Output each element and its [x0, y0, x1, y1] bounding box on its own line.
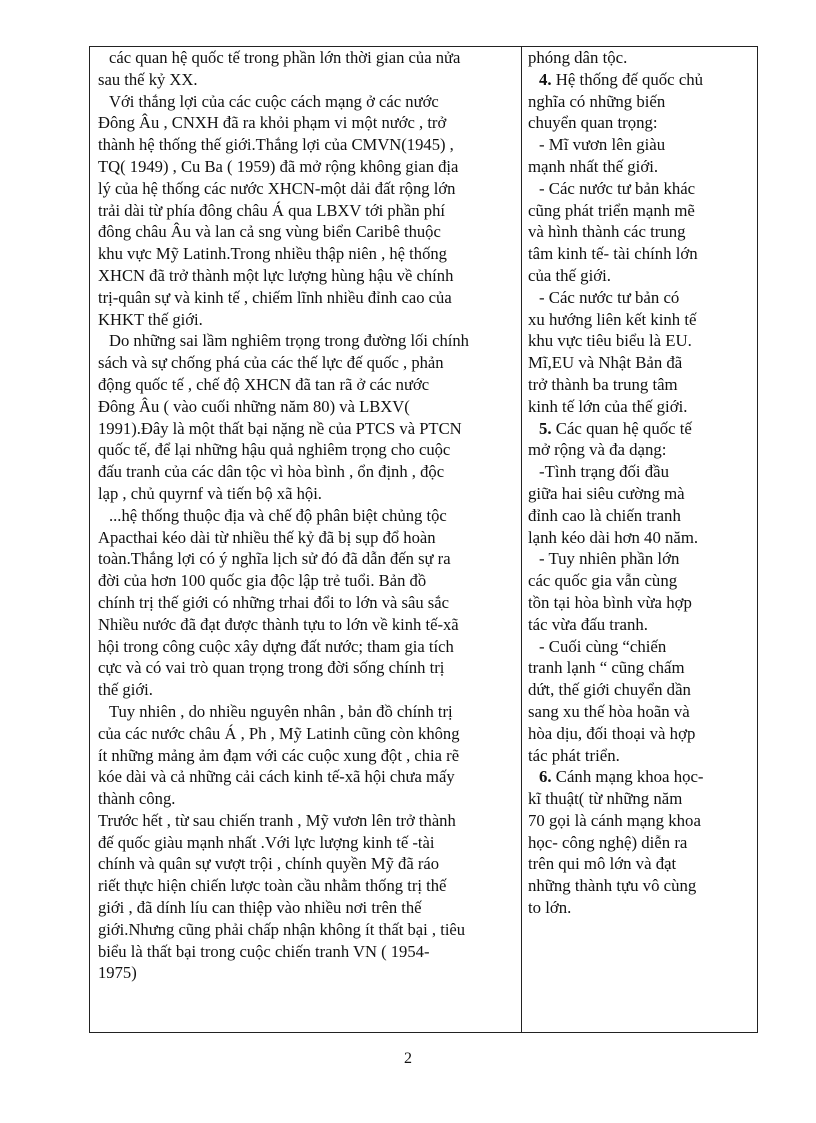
text-line: tâm kinh tế- tài chính lớn	[528, 244, 698, 264]
text-line: -Tình trạng đối đầu	[539, 462, 670, 482]
text-line: Apacthai kéo dài từ nhiều thế kỷ đã bị sụp đổ hoàn	[98, 527, 436, 547]
text-line: tác phát triển.	[528, 745, 620, 765]
section-heading	[528, 418, 751, 462]
text-line: cực và có vai trò quan trọng trong đời sống chính trị	[98, 658, 445, 678]
text-line: và hình thành các trung	[528, 222, 686, 242]
text-line: giới , đã dính líu can thiệp vào nhiều nơi trên thế	[98, 898, 422, 918]
text-line: 5. Các quan hệ quốc tế	[539, 418, 692, 438]
text-line: của thế giới.	[528, 265, 611, 285]
text-line: ...hệ thống thuộc địa và chế độ phân biệt chủng tộc	[109, 505, 447, 525]
text-line: riết thực hiện chiến lược toàn cầu nhằm thống trị thế	[98, 876, 447, 896]
text-line: cũng phát triển mạnh mẽ	[528, 200, 695, 220]
text-line: trải dài từ phía đông châu Á qua LBXV tới phần phí	[98, 200, 445, 220]
paragraph	[528, 287, 751, 418]
text-line: trị-quân sự và kinh tế , chiếm lĩnh nhiều đỉnh cao của	[98, 287, 452, 307]
text-line: thành hệ thống thế giới.Thắng lợi của CMVN(1945) ,	[98, 135, 454, 155]
paragraph	[98, 330, 514, 504]
text-line: - Các nước tư bản có	[539, 287, 680, 307]
section-heading	[528, 766, 751, 919]
text-line: KHKT thế giới.	[98, 309, 203, 329]
text-line: quốc tế, để lại những hậu quả nghiêm trọng cho cuộc	[98, 440, 451, 460]
paragraph	[528, 47, 751, 69]
text-line: biểu là thất bại trong cuộc chiến tranh VN ( 1954-	[98, 941, 430, 961]
text-line: sau thế kỷ XX.	[98, 69, 198, 89]
text-line: đời của hơn 100 quốc gia độc lập trẻ tuổi. Bản đồ	[98, 571, 427, 591]
text-line: chuyển quan trọng:	[528, 113, 658, 133]
paragraph	[98, 505, 514, 701]
text-line: 70 gọi là cánh mạng khoa	[528, 810, 701, 830]
heading-number: 5.	[539, 418, 552, 438]
paragraph	[98, 91, 514, 331]
heading-number: 4.	[539, 69, 552, 89]
text-line: to lớn.	[528, 898, 572, 918]
text-line: lạnh kéo dài hơn 40 năm.	[528, 527, 699, 547]
paragraph	[528, 636, 751, 767]
text-line: lý của hệ thống các nước XHCN-một dải đất rộng lớn	[98, 178, 456, 198]
text-line: thành công.	[98, 789, 176, 809]
left-column	[90, 47, 522, 1032]
text-line: XHCN đã trở thành một lực lượng hùng hậu về chính	[98, 265, 454, 285]
content-table	[89, 46, 758, 1033]
text-line: toàn.Thắng lợi có ý nghĩa lịch sử đó đã dẫn đến sự ra	[98, 549, 451, 569]
text-line: dứt, thế giới chuyển dần	[528, 680, 691, 700]
text-line: kóe dài và cả những cải cách kinh tế-xã hội chưa mấy	[98, 767, 455, 787]
text-line: mạnh nhất thế giới.	[528, 156, 659, 176]
text-line: lạp , chủ quyrnf và tiến bộ xã hội.	[98, 483, 322, 503]
text-line: - Mĩ vươn lên giàu	[539, 135, 666, 155]
text-line: - Các nước tư bản khác	[539, 178, 696, 198]
text-line: chính trị thế giới có những trhai đổi to lớn và sâu sắc	[98, 592, 449, 612]
text-line: giữa hai siêu cường mà	[528, 483, 685, 503]
text-line: đấu tranh của các dân tộc vì hòa bình , ổn định , độc	[98, 462, 445, 482]
text-line: Nhiều nước đã đạt được thành tựu to lớn về kinh tế-xã	[98, 614, 459, 634]
text-line: động quốc tế , chế độ XHCN đã tan rã ở các nước	[98, 374, 430, 394]
text-line: hòa dịu, đối thoại và hợp	[528, 723, 696, 743]
text-line: giới.Nhưng cũng phải chấp nhận không ít thất bại , tiêu	[98, 919, 466, 939]
text-line: của các nước châu Á , Ph , Mỹ Latinh cũng còn không	[98, 723, 460, 743]
text-line: chính và quân sự vượt trội , chính quyền Mỹ đã ráo	[98, 854, 440, 874]
text-line: Trước hết , từ sau chiến tranh , Mỹ vươn lên trở thành	[98, 810, 456, 830]
text-line: 6. Cánh mạng khoa học-	[539, 767, 704, 787]
section-heading	[528, 69, 751, 134]
text-line: trên qui mô lớn và đạt	[528, 854, 677, 874]
text-line: Tuy nhiên , do nhiều nguyên nhân , bản đồ chính trị	[109, 701, 453, 721]
text-line: Đông Âu , CNXH đã ra khỏi phạm vi một nước , trở	[98, 113, 447, 133]
text-line: những thành tựu vô cùng	[528, 876, 697, 896]
text-line: nghĩa có những biến	[528, 91, 666, 111]
text-line: tranh lạnh “ cũng chấm	[528, 658, 685, 678]
paragraph	[528, 548, 751, 635]
text-line: các quốc gia vẫn cùng	[528, 571, 678, 591]
paragraph	[528, 461, 751, 548]
text-line: đế quốc giàu mạnh nhất .Với lực lượng kinh tế -tài	[98, 832, 435, 852]
text-line: trở thành ba trung tâm	[528, 374, 678, 394]
text-line: kĩ thuật( từ những năm	[528, 789, 683, 809]
text-line: sách và sự chống phá của các thế lực đế quốc , phản	[98, 353, 444, 373]
text-line: ít những mảng ảm đạm với các cuộc xung đột , chia rẽ	[98, 745, 460, 765]
text-line: hội trong công cuộc xây dựng đất nước; tham gia tích	[98, 636, 454, 656]
text-line: khu vực tiêu biểu là EU.	[528, 331, 692, 351]
text-line: 4. Hệ thống đế quốc chủ	[539, 69, 704, 89]
right-column	[522, 47, 757, 1032]
paragraph	[528, 178, 751, 287]
text-line: kinh tế lớn của thế giới.	[528, 396, 688, 416]
text-line: - Cuối cùng “chiến	[539, 636, 667, 656]
text-line: 1991).Đây là một thất bại nặng nề của PTCS và PTCN	[98, 418, 462, 438]
text-line: tồn tại hòa bình vừa hợp	[528, 592, 692, 612]
heading-number: 6.	[539, 767, 552, 787]
text-line: đỉnh cao là chiến tranh	[528, 505, 681, 525]
text-line: - Tuy nhiên phần lớn	[539, 549, 680, 569]
text-line: đông châu Âu và lan cả sng vùng biển Caribê thuộc	[98, 222, 441, 242]
text-line: thế giới.	[98, 680, 153, 700]
paragraph	[98, 47, 514, 91]
paragraph	[528, 134, 751, 178]
text-line: sang xu thế hòa hoãn và	[528, 701, 690, 721]
text-line: các quan hệ quốc tế trong phần lớn thời gian của nửa	[109, 48, 461, 67]
paragraph	[98, 701, 514, 810]
text-line: Do những sai lầm nghiêm trọng trong đường lối chính	[109, 331, 469, 351]
text-line: Đông Âu ( vào cuối những năm 80) và LBXV(	[98, 396, 410, 416]
text-line: 1975)	[98, 963, 137, 983]
page-number: 2	[404, 1050, 412, 1067]
text-line: mở rộng và đa dạng:	[528, 440, 667, 460]
text-line: phóng dân tộc.	[528, 48, 628, 67]
text-line: Mĩ,EU và Nhật Bản đã	[528, 353, 683, 373]
text-line: khu vực Mỹ Latinh.Trong nhiều thập niên , hệ thống	[98, 244, 447, 264]
text-line: xu hướng liên kết kinh tế	[528, 309, 697, 329]
text-line: TQ( 1949) , Cu Ba ( 1959) đã mở rộng không gian địa	[98, 156, 459, 176]
paragraph	[98, 810, 514, 984]
text-line: Với thắng lợi của các cuộc cách mạng ở các nước	[109, 91, 439, 111]
text-line: học- công nghệ) diễn ra	[528, 832, 688, 852]
text-line: tác vừa đấu tranh.	[528, 614, 648, 634]
